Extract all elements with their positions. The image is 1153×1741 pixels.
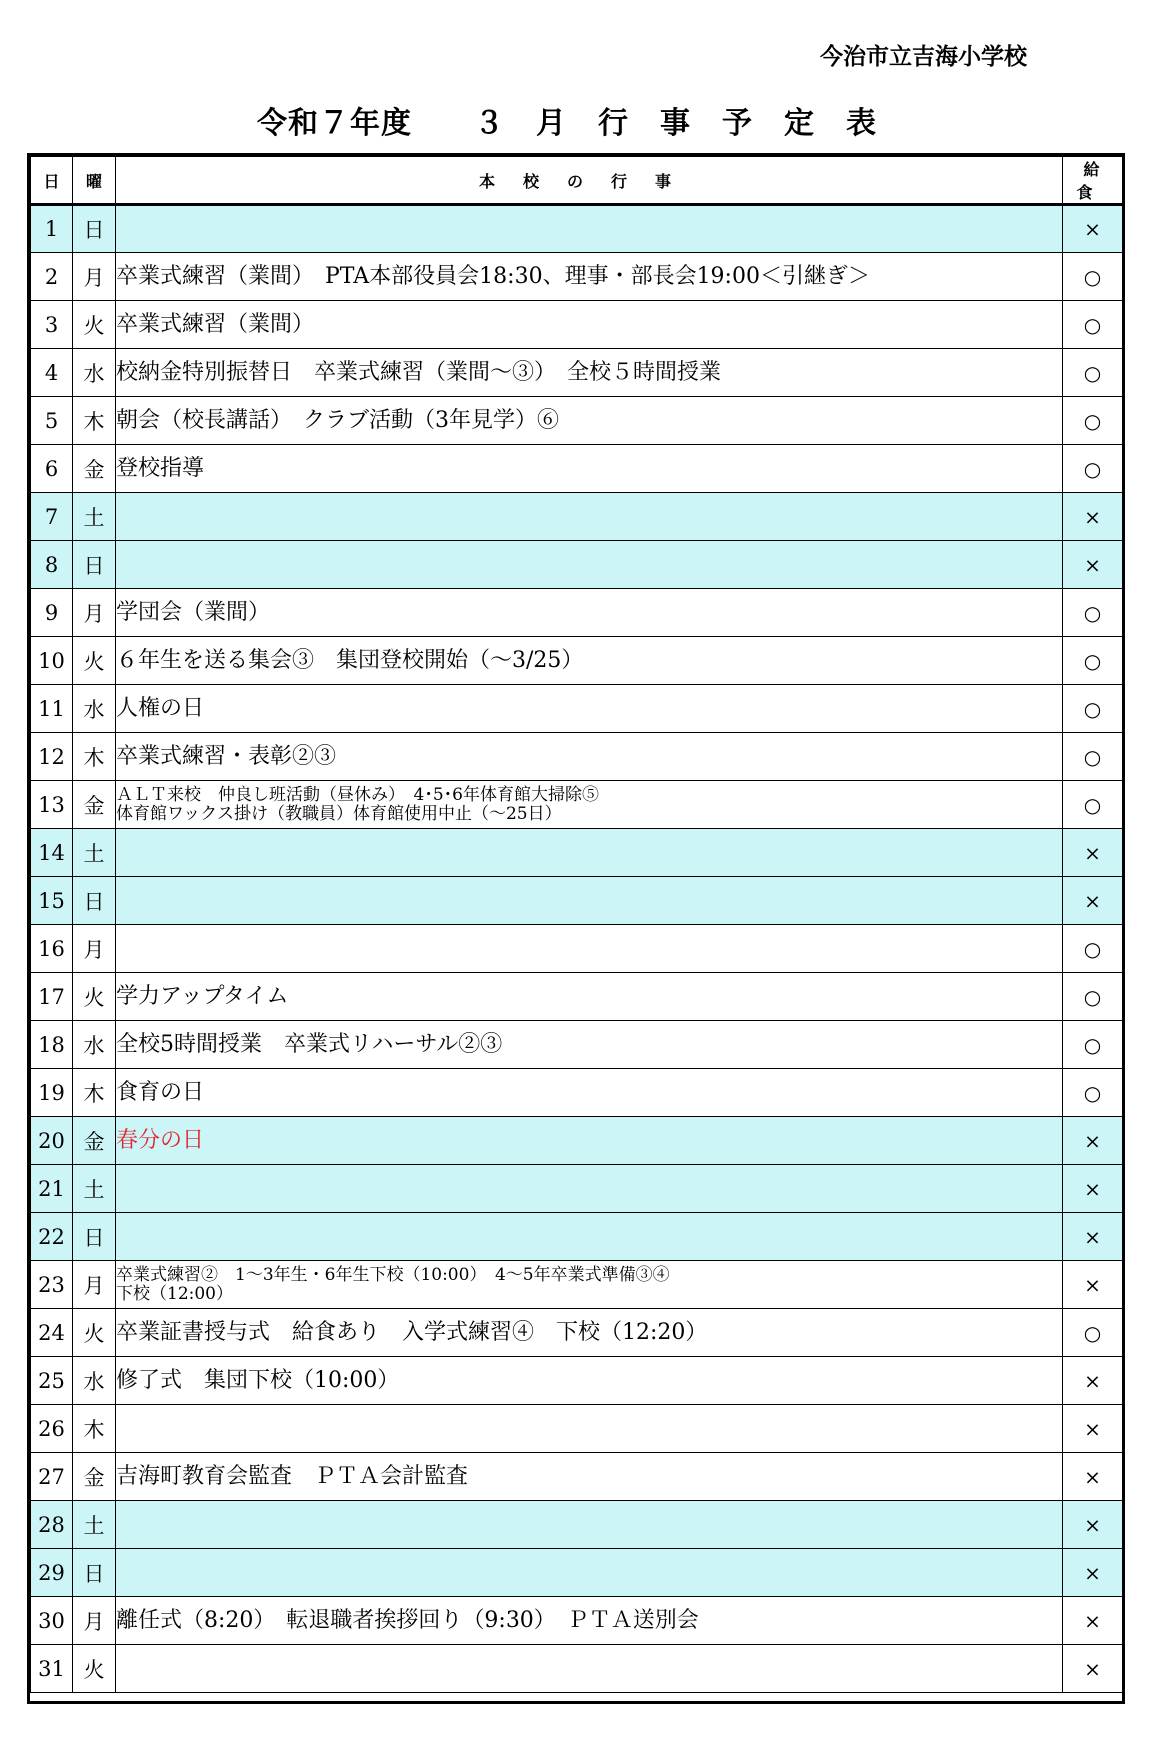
event-text: 離任式（8:20） 転退職者挨拶回り（9:30） ＰＴＡ送別会 [116,1607,699,1633]
event-text: 修了式 集団下校（10:00） [116,1367,400,1393]
lunch-cell: × [1063,541,1123,589]
event-text: 登校指導 [116,455,205,481]
weekday-cell: 月 [73,1597,116,1645]
day-cell: 2 [31,253,73,301]
event-text: 卒業式練習・表彰②③ [116,743,337,769]
day-cell: 20 [31,1117,73,1165]
lunch-cell: × [1063,1453,1123,1501]
weekday-cell: 日 [73,1213,116,1261]
event-text: 人権の日 [116,695,205,721]
day-cell: 31 [31,1645,73,1693]
day-cell: 17 [31,973,73,1021]
day-cell: 26 [31,1405,73,1453]
weekday-cell: 木 [73,397,116,445]
day-cell: 15 [31,877,73,925]
lunch-cell: ○ [1063,781,1123,829]
day-cell: 28 [31,1501,73,1549]
weekday-cell: 日 [73,877,116,925]
event-text: 全校5時間授業 卒業式リハーサル②③ [116,1031,503,1057]
lunch-cell: × [1063,1501,1123,1549]
day-cell: 8 [31,541,73,589]
weekday-cell: 火 [73,1309,116,1357]
weekday-cell: 日 [73,205,116,253]
weekday-cell: 土 [73,1501,116,1549]
header-dow: 曜 [73,157,116,205]
header-events: 本校の行事 [116,157,1063,205]
lunch-cell: ○ [1063,397,1123,445]
event-text: 卒業式練習（業間） [116,311,315,337]
day-cell: 23 [31,1261,73,1309]
weekday-cell: 水 [73,1021,116,1069]
event-text: 食育の日 [116,1079,205,1105]
lunch-cell: ○ [1063,1069,1123,1117]
event-text: 春分の日 [116,1127,205,1153]
day-cell: 27 [31,1453,73,1501]
day-cell: 13 [31,781,73,829]
event-text: 下校（12:00） [116,1283,233,1304]
weekday-cell: 水 [73,1357,116,1405]
event-text: 卒業式練習② 1～3年生・6年生下校（10:00） 4～5年卒業式準備③④ [116,1264,670,1285]
day-cell: 10 [31,637,73,685]
day-cell: 14 [31,829,73,877]
lunch-cell: ○ [1063,733,1123,781]
lunch-cell: × [1063,1597,1123,1645]
weekday-cell: 金 [73,1117,116,1165]
day-cell: 11 [31,685,73,733]
day-cell: 9 [31,589,73,637]
day-cell: 19 [31,1069,73,1117]
weekday-cell: 金 [73,445,116,493]
day-cell: 25 [31,1357,73,1405]
day-cell: 29 [31,1549,73,1597]
lunch-cell: × [1063,877,1123,925]
school-name: 今治市立吉海小学校 [820,44,1027,70]
weekday-cell: 火 [73,301,116,349]
weekday-cell: 木 [73,733,116,781]
lunch-cell: ○ [1063,637,1123,685]
lunch-cell: × [1063,1261,1123,1309]
weekday-cell: 月 [73,589,116,637]
weekday-cell: 土 [73,829,116,877]
lunch-cell: ○ [1063,1309,1123,1357]
lunch-cell: × [1063,1165,1123,1213]
lunch-cell: ○ [1063,589,1123,637]
table-frame [27,153,1125,1704]
weekday-cell: 日 [73,541,116,589]
day-cell: 4 [31,349,73,397]
header-lunch: 給食 [1063,157,1123,205]
day-cell: 6 [31,445,73,493]
day-cell: 3 [31,301,73,349]
lunch-cell: ○ [1063,685,1123,733]
day-cell: 21 [31,1165,73,1213]
lunch-cell: ○ [1063,349,1123,397]
event-text: 体育館ワックス掛け（教職員）体育館使用中止（～25日） [116,803,562,824]
lunch-cell: ○ [1063,253,1123,301]
day-cell: 16 [31,925,73,973]
event-text: ６年生を送る集会③ 集団登校開始（～3/25） [116,647,584,673]
weekday-cell: 金 [73,1453,116,1501]
weekday-cell: 木 [73,1405,116,1453]
weekday-cell: 水 [73,685,116,733]
weekday-cell: 水 [73,349,116,397]
weekday-cell: 金 [73,781,116,829]
event-text: 校納金特別振替日 卒業式練習（業間～③） 全校５時間授業 [116,359,722,385]
day-cell: 5 [31,397,73,445]
lunch-cell: ○ [1063,1021,1123,1069]
event-text: 卒業式練習（業間） PTA本部役員会18:30、理事・部長会19:00＜引継ぎ＞ [116,263,870,289]
weekday-cell: 火 [73,973,116,1021]
day-cell: 30 [31,1597,73,1645]
lunch-cell: × [1063,829,1123,877]
lunch-cell: ○ [1063,301,1123,349]
page-title: 令和７年度 ３ 月 行 事 予 定 表 [257,106,877,141]
day-cell: 12 [31,733,73,781]
lunch-cell: × [1063,1549,1123,1597]
event-text: 学団会（業間） [116,599,271,625]
lunch-cell: × [1063,205,1123,253]
lunch-cell: × [1063,1645,1123,1693]
lunch-cell: ○ [1063,925,1123,973]
weekday-cell: 火 [73,637,116,685]
lunch-cell: ○ [1063,445,1123,493]
weekday-cell: 日 [73,1549,116,1597]
event-text: ＡＬＴ来校 仲良し班活動（昼休み） 4･5･6年体育館大掃除⑤ [116,784,599,805]
day-cell: 22 [31,1213,73,1261]
weekday-cell: 月 [73,925,116,973]
day-cell: 18 [31,1021,73,1069]
day-cell: 7 [31,493,73,541]
weekday-cell: 土 [73,1165,116,1213]
lunch-cell: × [1063,1405,1123,1453]
lunch-cell: × [1063,1117,1123,1165]
day-cell: 1 [31,205,73,253]
weekday-cell: 土 [73,493,116,541]
weekday-cell: 木 [73,1069,116,1117]
event-text: 卒業証書授与式 給食あり 入学式練習④ 下校（12:20） [116,1319,708,1345]
lunch-cell: ○ [1063,973,1123,1021]
lunch-cell: × [1063,1213,1123,1261]
weekday-cell: 月 [73,1261,116,1309]
lunch-cell: × [1063,1357,1123,1405]
day-cell: 24 [31,1309,73,1357]
weekday-cell: 火 [73,1645,116,1693]
event-text: 朝会（校長講話） クラブ活動（3年見学）⑥ [116,407,559,433]
event-text: 学力アップタイム [116,983,289,1009]
header-day: 日 [31,157,73,205]
lunch-cell: × [1063,493,1123,541]
event-text: 吉海町教育会監査 ＰＴＡ会計監査 [116,1463,469,1489]
weekday-cell: 月 [73,253,116,301]
